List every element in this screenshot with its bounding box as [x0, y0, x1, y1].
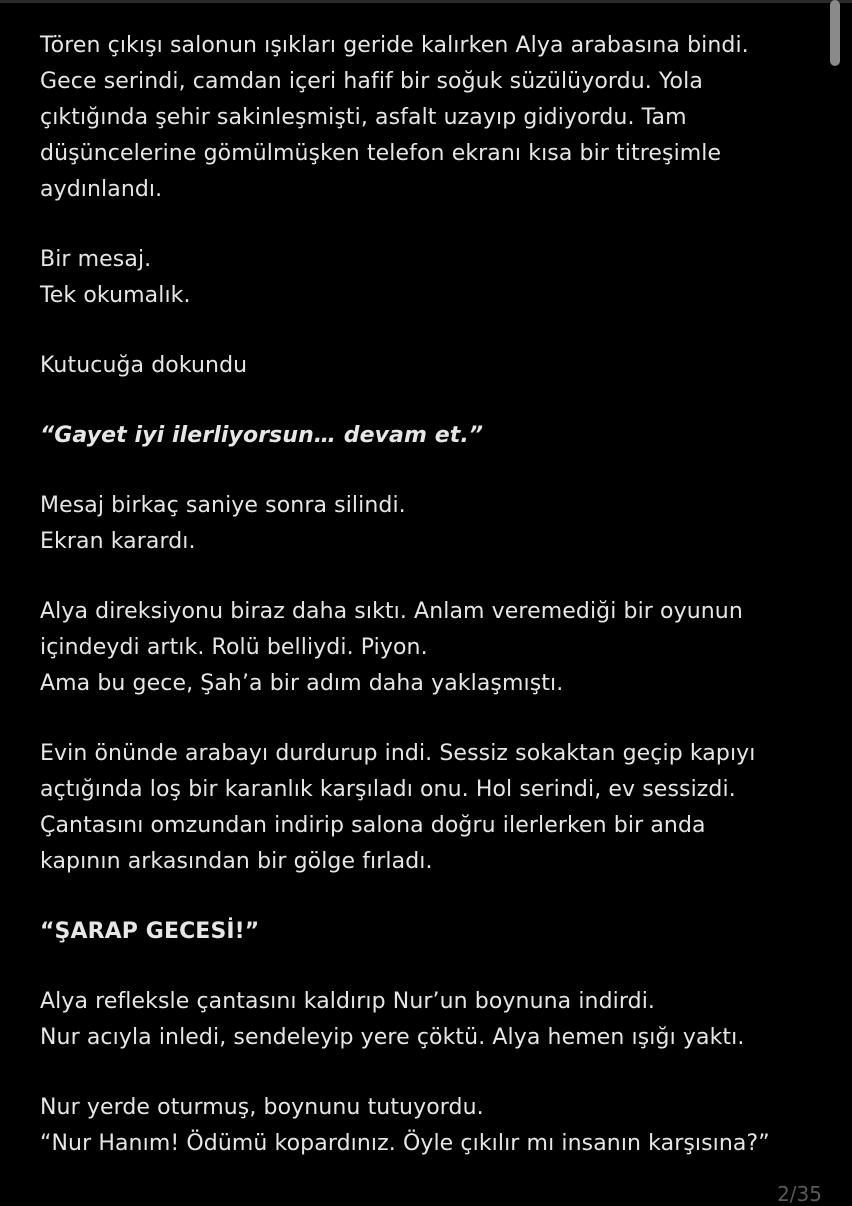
- story-line: Tek okumalık.: [40, 283, 191, 308]
- page-indicator: 2/35: [777, 1182, 822, 1206]
- story-line: “ŞARAP GECESİ!”: [40, 919, 260, 944]
- story-line: düşüncelerine gömülmüşken telefon ekranı kısa bir titreşimle: [40, 141, 722, 166]
- story-line: “Gayet iyi ilerliyorsun… devam et.”: [40, 423, 484, 448]
- scrollbar[interactable]: [830, 0, 840, 1200]
- story-paragraph: [40, 28, 810, 208]
- story-line: içindeydi artık. Rolü belliydi. Piyon.: [40, 635, 428, 660]
- top-divider: [0, 0, 852, 3]
- story-paragraph: [40, 594, 810, 702]
- story-paragraph: [40, 348, 810, 384]
- story-line: çıktığında şehir sakinleşmişti, asfalt uzayıp gidiyordu. Tam: [40, 105, 687, 130]
- story-line: kapının arkasından bir gölge fırladı.: [40, 849, 433, 874]
- story-line: açtığında loş bir karanlık karşıladı onu. Hol serindi, ev sessizdi.: [40, 777, 736, 802]
- story-line: aydınlandı.: [40, 177, 163, 202]
- story-paragraph: [40, 418, 810, 454]
- story-line: Alya refleksle çantasını kaldırıp Nur’un boynuna indirdi.: [40, 989, 656, 1014]
- story-line: Kutucuğa dokundu: [40, 353, 248, 378]
- story-line: Mesaj birkaç saniye sonra silindi.: [40, 493, 406, 518]
- story-line: Alya direksiyonu biraz daha sıktı. Anlam veremediği bir oyunun: [40, 599, 743, 624]
- story-line: Ekran karardı.: [40, 529, 196, 554]
- story-paragraph: [40, 1090, 810, 1162]
- story-paragraph: [40, 488, 810, 560]
- story-line: Çantasını omzundan indirip salona doğru ilerlerken bir anda: [40, 813, 706, 838]
- story-paragraph: [40, 736, 810, 880]
- story-line: Nur acıyla inledi, sendeleyip yere çöktü. Alya hemen ışığı yaktı.: [40, 1025, 745, 1050]
- story-paragraph: [40, 984, 810, 1056]
- scrollbar-thumb[interactable]: [830, 0, 840, 66]
- story-text-area[interactable]: [40, 28, 810, 1196]
- story-line: “Nur Hanım! Ödümü kopardınız. Öyle çıkılır mı insanın karşısına?”: [40, 1131, 770, 1156]
- story-line: Ama bu gece, Şah’a bir adım daha yaklaşmıştı.: [40, 671, 564, 696]
- story-line: Evin önünde arabayı durdurup indi. Sessiz sokaktan geçip kapıyı: [40, 741, 756, 766]
- story-line: Nur yerde oturmuş, boynunu tutuyordu.: [40, 1095, 484, 1120]
- story-line: Gece serindi, camdan içeri hafif bir soğuk süzülüyordu. Yola: [40, 69, 703, 94]
- story-line: Bir mesaj.: [40, 247, 152, 272]
- story-paragraph: [40, 914, 810, 950]
- story-line: Tören çıkışı salonun ışıkları geride kalırken Alya arabasına bindi.: [40, 33, 749, 58]
- story-paragraph: [40, 242, 810, 314]
